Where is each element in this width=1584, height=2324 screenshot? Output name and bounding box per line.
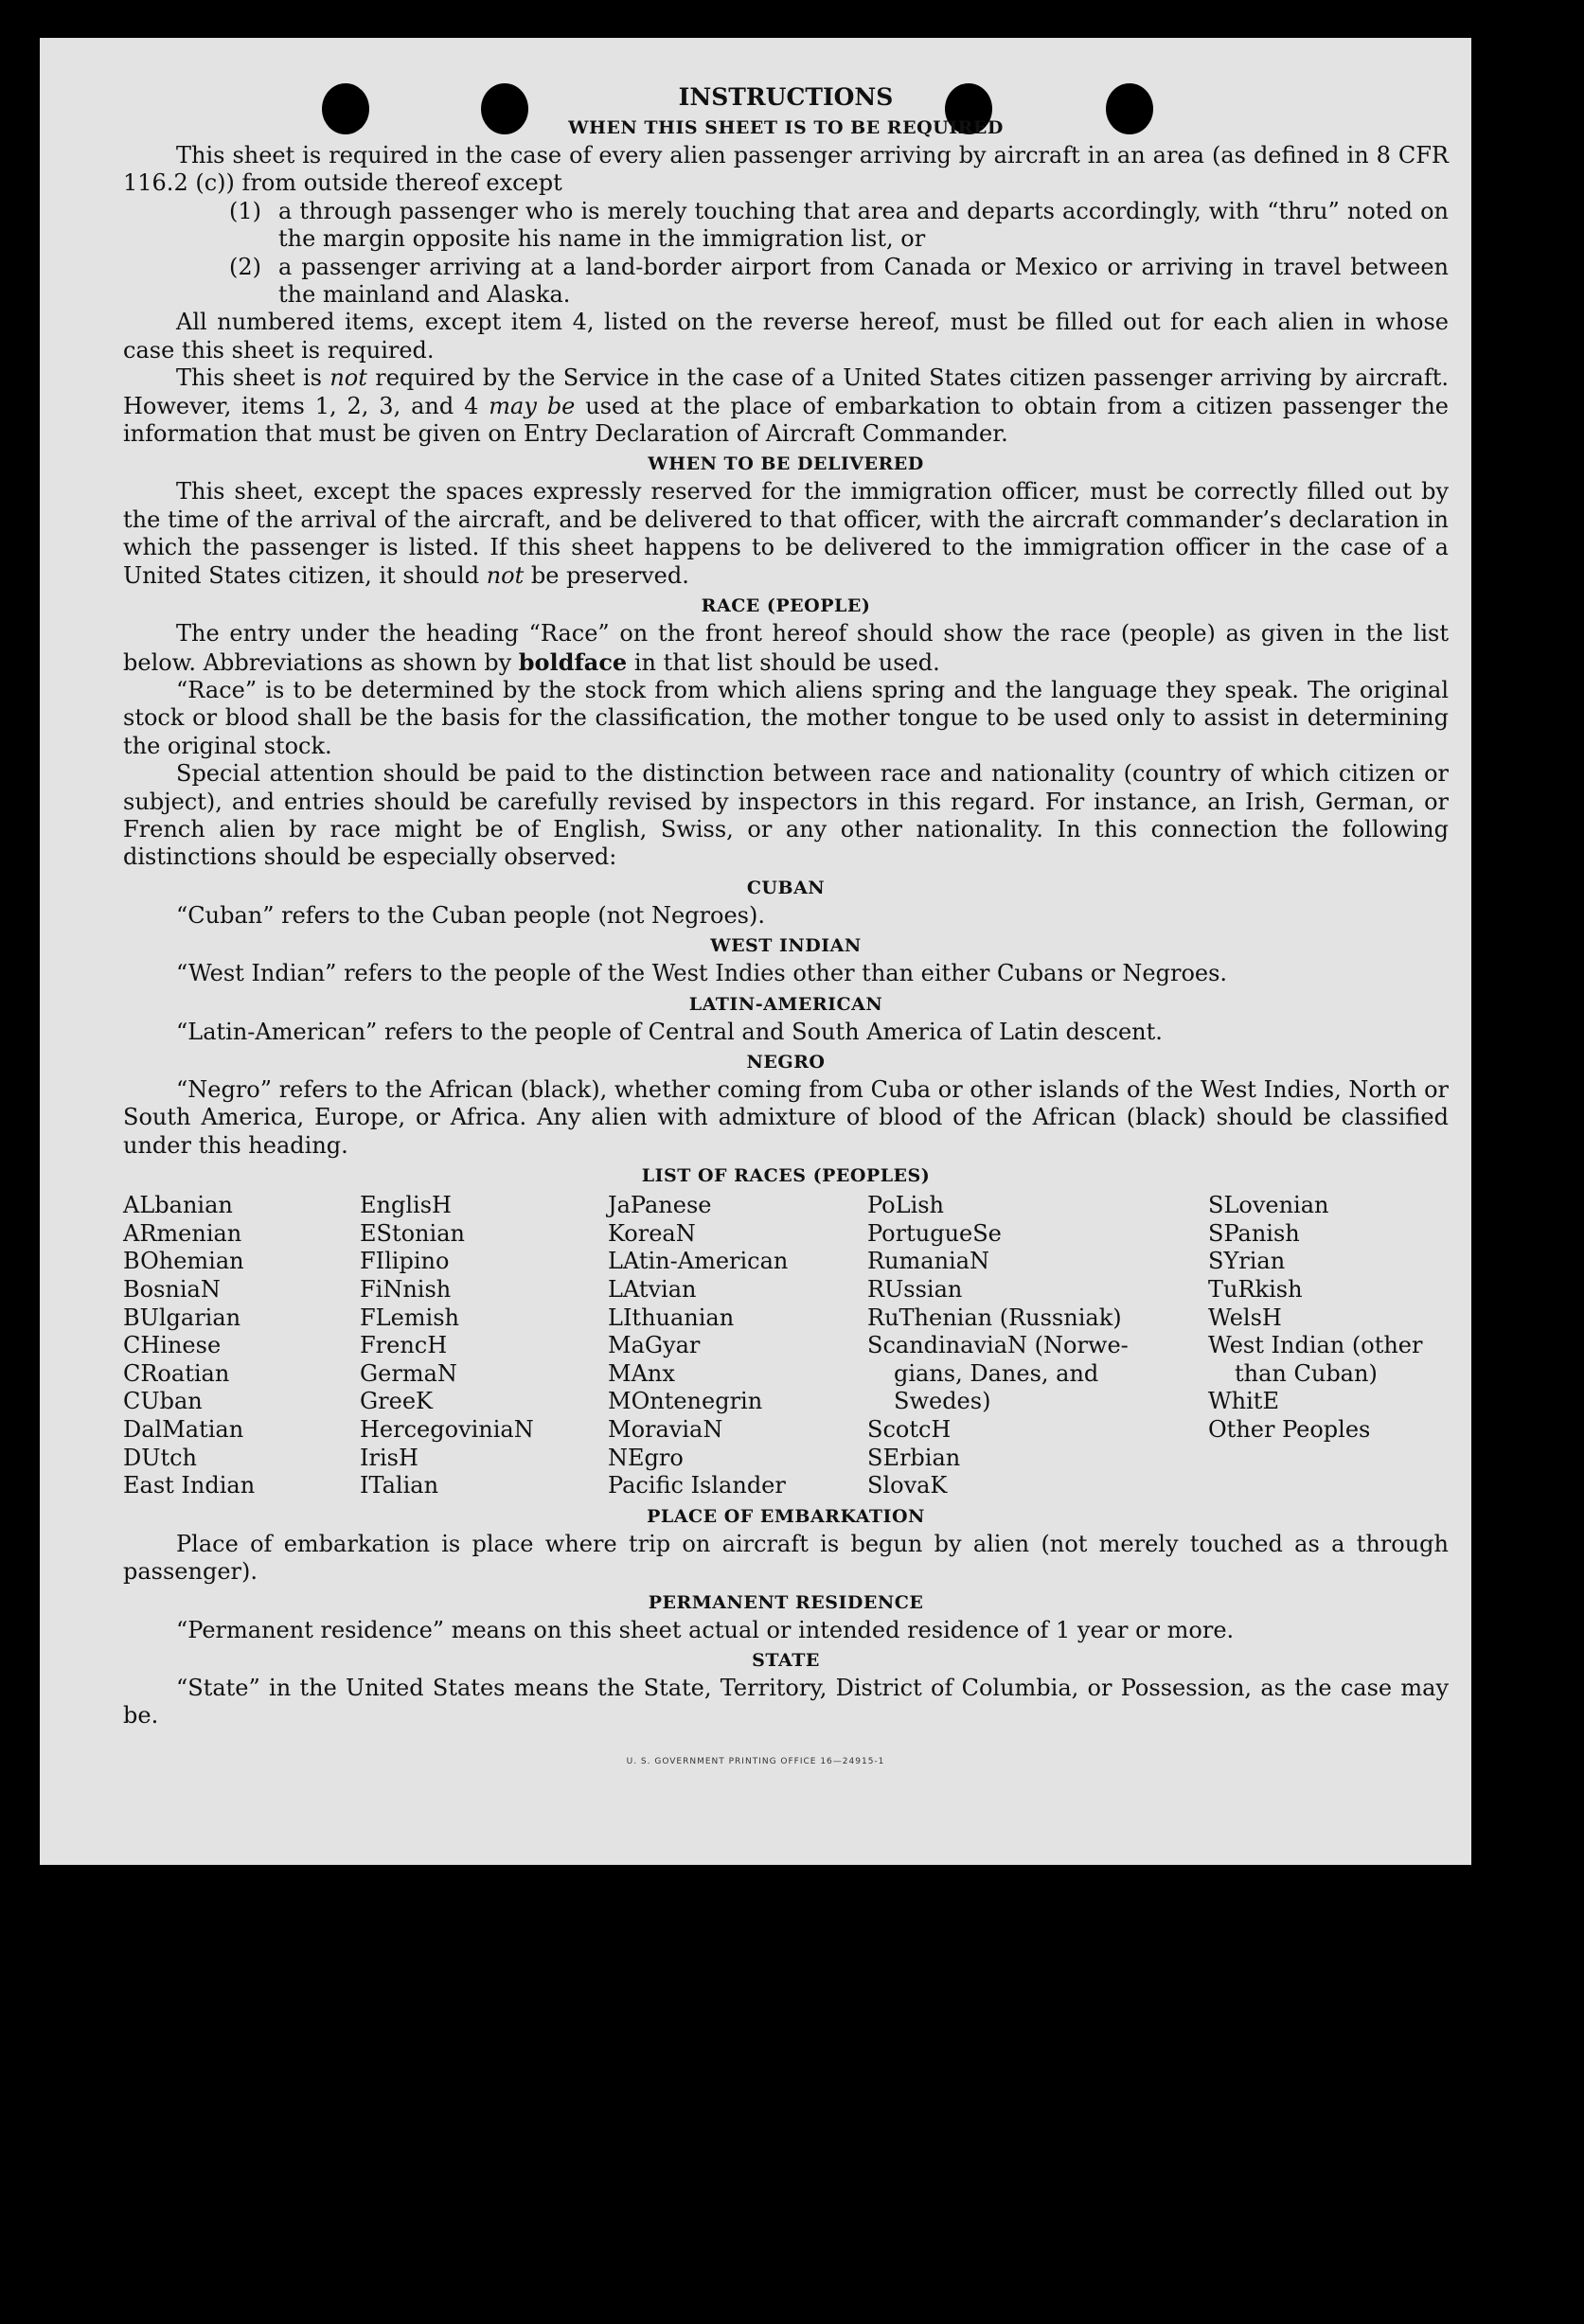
race-entry: WhitE (1208, 1388, 1279, 1415)
section-heading-cuban: CUBAN (746, 877, 826, 898)
race-entry: RUssian (867, 1275, 963, 1303)
race-entry: WelsH (1208, 1304, 1282, 1331)
races-column (608, 1192, 867, 1500)
race-entry: BUlgarian (123, 1304, 241, 1331)
text-run: required by the Service in the case of a United States citizen passenger arriving by aircraft. However, items 1, 2, 3, and 4 (123, 364, 1449, 419)
section-heading-race: RACE (PEOPLE) (701, 595, 871, 617)
emphasis: not (486, 561, 525, 589)
exception-item (123, 254, 1449, 310)
required-paragraph: All numbered items, except item 4, listed on the reverse hereof, must be filled out for each alien in whose case this sheet is required. (123, 309, 1449, 364)
item-text: a passenger arriving at a land-border airport from Canada or Mexico or arriving in travel between the mainland and Alaska. (278, 253, 1449, 309)
race-entry: SLovenian (1208, 1192, 1329, 1219)
races-list (123, 1192, 1449, 1500)
exception-item (123, 198, 1449, 254)
text-run: The entry under the heading “Race” on the front hereof should show the race (people) as given in the list below. Abbreviations as shown by (123, 620, 1449, 676)
race-entry: DUtch (123, 1444, 198, 1471)
race-entry: HercegoviniaN (360, 1415, 534, 1443)
emphasis: may be (489, 392, 576, 419)
race-entry: PortugueSe (867, 1219, 1002, 1247)
race-entry: EnglisH (360, 1192, 452, 1219)
race-entry: East Indian (123, 1472, 256, 1499)
race-entry: ALbanian (123, 1192, 233, 1219)
race-entry: CHinese (123, 1332, 222, 1359)
race-paragraph (123, 620, 1449, 677)
section-heading-required: WHEN THIS SHEET IS TO BE REQUIRED (568, 117, 1004, 138)
races-column (123, 1192, 360, 1500)
race-entry: West Indian (other (1208, 1332, 1423, 1359)
race-entry: FrencH (360, 1332, 448, 1359)
west-indian-definition: “West Indian” refers to the people of the West Indies other than either Cubans or Negroes. (176, 960, 1228, 987)
race-entry: gians, Danes, and (894, 1359, 1099, 1387)
race-entry: PoLish (867, 1192, 945, 1219)
section-heading-latin-american: LATIN-AMERICAN (688, 993, 883, 1015)
required-intro: This sheet is required in the case of every alien passenger arriving by aircraft in an area (as defined in 8 CFR 116.2 (c)) from outside thereof except (123, 142, 1449, 197)
race-entry: CUban (123, 1388, 203, 1415)
race-entry: MAnx (608, 1359, 675, 1387)
section-heading-delivered: WHEN TO BE DELIVERED (648, 453, 924, 475)
text-run: be preserved. (524, 561, 689, 589)
races-column (1208, 1192, 1449, 1500)
section-heading-negro: NEGRO (746, 1051, 826, 1073)
residence-definition: “Permanent residence” means on this sheet actual or intended residence of 1 year or more. (176, 1616, 1235, 1643)
race-entry: LIthuanian (608, 1304, 735, 1331)
race-entry: DalMatian (123, 1415, 244, 1443)
delivered-paragraph (123, 478, 1449, 590)
bold-word: boldface (518, 648, 628, 676)
race-entry: LAtvian (608, 1275, 697, 1303)
section-heading-list-of-races: LIST OF RACES (PEOPLES) (641, 1165, 931, 1187)
race-entry: CRoatian (123, 1359, 230, 1387)
race-entry: RumaniaN (867, 1248, 990, 1275)
race-paragraph: “Race” is to be determined by the stock from which aliens spring and the language they speak. The original stock or blood shall be the basis for the classification, the mother tongue to be used only to assist in determining the original stock. (123, 676, 1449, 759)
embarkation-definition: Place of embarkation is place where trip on aircraft is begun by alien (not merely touched as a through passenger). (123, 1530, 1449, 1586)
document-sheet (40, 38, 1471, 1865)
race-entry: SlovaK (867, 1472, 948, 1499)
section-heading-state: STATE (752, 1649, 820, 1671)
race-entry: ARmenian (123, 1219, 242, 1247)
race-entry: EStonian (360, 1219, 465, 1247)
section-heading-west-indian: WEST INDIAN (710, 935, 862, 957)
race-entry: MaGyar (608, 1332, 701, 1359)
race-entry: MoraviaN (608, 1415, 723, 1443)
race-entry: TuRkish (1208, 1275, 1303, 1303)
text-run: in that list should be used. (627, 648, 940, 676)
race-paragraph: Special attention should be paid to the distinction between race and nationality (country of which citizen or subject), and entries should be carefully revised by inspectors in this regard. For instance, an Irish, German, or French alien by race might be of English, Swiss, or any other nationality. In this connection the following distinctions should be especially observed: (123, 760, 1449, 871)
section-heading-embarkation: PLACE OF EMBARKATION (647, 1505, 925, 1527)
race-entry: SPanish (1208, 1219, 1300, 1247)
race-entry: ITalian (360, 1472, 439, 1499)
races-column (360, 1192, 608, 1500)
race-entry: GreeK (360, 1388, 433, 1415)
item-number: (1) (229, 197, 261, 224)
race-entry: Swedes) (894, 1388, 991, 1415)
instructions-body (123, 83, 1449, 1730)
race-entry: Other Peoples (1208, 1415, 1371, 1443)
printer-imprint: U. S. GOVERNMENT PRINTING OFFICE 16—24915-1 (626, 1757, 885, 1766)
race-entry: JaPanese (608, 1192, 712, 1219)
race-entry: FIlipino (360, 1248, 450, 1275)
citizen-paragraph (123, 364, 1449, 448)
section-heading-residence: PERMANENT RESIDENCE (648, 1591, 924, 1613)
state-definition: “State” in the United States means the State, Territory, District of Columbia, or Possession, as the case may be. (123, 1674, 1449, 1730)
race-entry: IrisH (360, 1444, 418, 1471)
latin-american-definition: “Latin-American” refers to the people of Central and South America of Latin descent. (176, 1018, 1163, 1045)
race-entry: NEgro (608, 1444, 684, 1471)
race-entry: BosniaN (123, 1275, 221, 1303)
cuban-definition: “Cuban” refers to the Cuban people (not Negroes). (176, 901, 765, 929)
race-entry: MOntenegrin (608, 1388, 763, 1415)
race-entry: Pacific Islander (608, 1472, 786, 1499)
negro-definition: “Negro” refers to the African (black), whether coming from Cuba or other islands of the West Indies, North or South America, Europe, or Africa. Any alien with admixture of blood of the African (black) should be classified under this heading. (123, 1075, 1449, 1159)
race-entry: FLemish (360, 1304, 459, 1331)
race-entry: RuThenian (Russniak) (867, 1304, 1122, 1331)
page-title: INSTRUCTIONS (678, 83, 894, 111)
item-number: (2) (229, 253, 261, 280)
race-entry: than Cuban) (1235, 1359, 1378, 1387)
race-entry: GermaN (360, 1359, 457, 1387)
item-text: a through passenger who is merely touching that area and departs accordingly, with “thru” noted on the margin opposite his name in the immigration list, or (278, 197, 1449, 253)
race-entry: KoreaN (608, 1219, 696, 1247)
text-run: used at the place of embarkation to obtain from a citizen passenger the information that must be given on Entry Declaration of Aircraft Commander. (123, 392, 1450, 448)
emphasis: not (329, 364, 367, 392)
race-entry: ScotcH (867, 1415, 952, 1443)
race-entry: LAtin-American (608, 1248, 789, 1275)
race-entry: BOhemian (123, 1248, 244, 1275)
text-run: This sheet, except the spaces expressly reserved for the immigration officer, must be correctly filled out by the time of the arrival of the aircraft, and be delivered to that officer, with the aircraft commander’s declaration in which the passenger is listed. If this sheet happens to be delivered to the immigration officer in the case of a United States citizen, it should (123, 478, 1449, 589)
races-column (867, 1192, 1208, 1500)
race-entry: ScandinaviaN (Norwe- (867, 1332, 1129, 1359)
race-entry: FiNnish (360, 1275, 452, 1303)
text-run: This sheet is (176, 364, 330, 392)
race-entry: SYrian (1208, 1248, 1286, 1275)
race-entry: SErbian (867, 1444, 961, 1471)
